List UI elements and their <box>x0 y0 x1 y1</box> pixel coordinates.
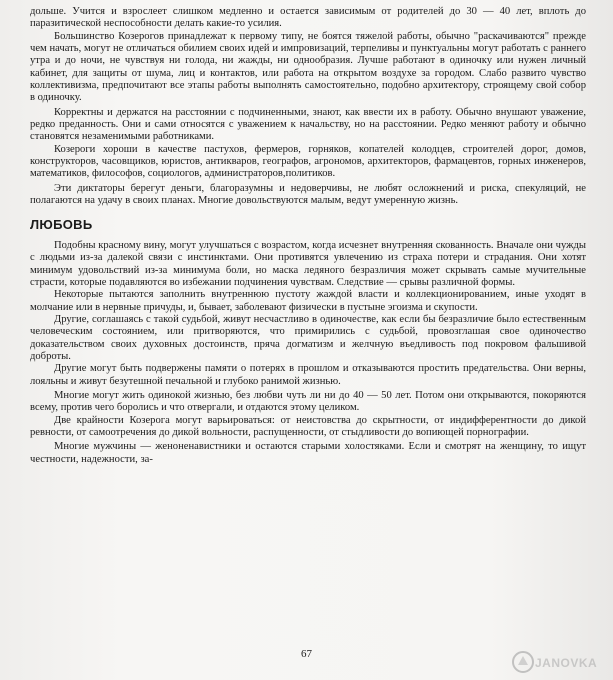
page-number: 67 <box>301 648 312 660</box>
paragraph: Две крайности Козерога могут варьироваться: от неистовства до скрытности, от индифферентности до дикой ревности, от самоотречения до дикой вольности, распущенности, от стыдливости до вопиющей порнографии. <box>30 414 586 438</box>
svg-text:JANOVKA: JANOVKA <box>535 656 598 670</box>
paragraph: Корректны и держатся на расстоянии с подчиненными, знают, как ввести их в работу. Обычно внушают уважение, редко преданность. Они и сами относятся с уважением к начальству, но на расстоянии. Редко меняют работу и обычно становятся незаменимыми работниками. <box>30 106 586 143</box>
paragraph: Другие могут быть подвержены памяти о потерях в прошлом и отказываются простить предательства. Они верны, лояльны и живут безутешной печальной и глубоко ранимой жизнью. <box>30 363 586 387</box>
section-heading: ЛЮБОВЬ <box>30 216 93 232</box>
paragraph: Другие, соглашаясь с такой судьбой, живут несчастливо в одиночестве, как если бы безразличие было естественным человеческим состоянием, или притворяются, что примирились с судьбой, провозглашая свое одиночество доказательством своих духовных достоинств, пряча догматизм и желчную въедливость под покровом фальшивой доброты. <box>30 313 586 362</box>
text-column <box>30 6 586 466</box>
paragraph: дольше. Учится и взрослеет слишком медленно и остается зависимым от родителей до 30 — 40 лет, вплоть до паразитической неспособности делать какие-то усилия. <box>30 6 586 30</box>
paragraph: Большинство Козерогов принадлежат к первому типу, не боятся тяжелой работы, обычно "раскачиваются" прежде чем начать, могут не отличаться обилием своих идей и импровизаций, терпеливы и пунктуальны могут работать с раннего утра и до ночи, не чувствуя ни голода, ни жажды, ни однообразия. Лучше работают в одиночку или нужен личный кабинет, для защиты от шума, лиц и контактов, или работа на открытом воздухе за городом. Слабо развито чувство коллективизма, предпочитают все этапы работы выполнять самостоятельно, подобно архитектору, строящему свой собор в одиночку. <box>30 30 586 104</box>
paragraph: Козероги хороши в качестве пастухов, фермеров, горняков, копателей колодцев, строителей дорог, домов, конструкторов, часовщиков, юристов, антикваров, географов, агрономов, архитекторов, фармацевтов, горных инженеров, математиков, философов, социологов, администраторов,политиков. <box>30 143 586 180</box>
watermark-icon <box>511 648 607 676</box>
paragraph: Подобны красному вину, могут улучшаться с возрастом, когда исчезнет внутренняя скованность. Вначале они чужды с людьми из-за далекой связи с инстинктами. Они противятся увлечению из страха потери и страдания. Они хотят минимум удовольствий из-за минимума боли, но маска ледяного безразличия может скрывать самые мучительные страсти, которые подавляются во избежании подчинения чувствам. Следствие — срывы различной формы. <box>30 239 586 288</box>
watermark-logo <box>511 648 607 676</box>
paragraph: Некоторые пытаются заполнить внутреннюю пустоту жаждой власти и коллекционированием, иные уходят в молчание или в нервные причуды, и, бывает, заболевают физически в пустыне эгоизма и скупости. <box>30 289 586 313</box>
paragraph: Многие могут жить одинокой жизнью, без любви чуть ли ни до 40 — 50 лет. Потом они открываются, покоряются всему, против чего боролись и что отвергали, и отдаются этому целиком. <box>30 389 586 414</box>
paragraph: Эти диктаторы берегут деньги, благоразумны и недоверчивы, не любят осложнений и риска, спекуляций, не полагаются на удачу в своих планах. Многие довольствуются малым, ведут умеренную жизнь. <box>30 182 586 207</box>
paragraph: Многие мужчины — женоненавистники и остаются старыми холостяками. Если и смотрят на женщину, то ищут честности, надежности, за- <box>30 441 586 465</box>
